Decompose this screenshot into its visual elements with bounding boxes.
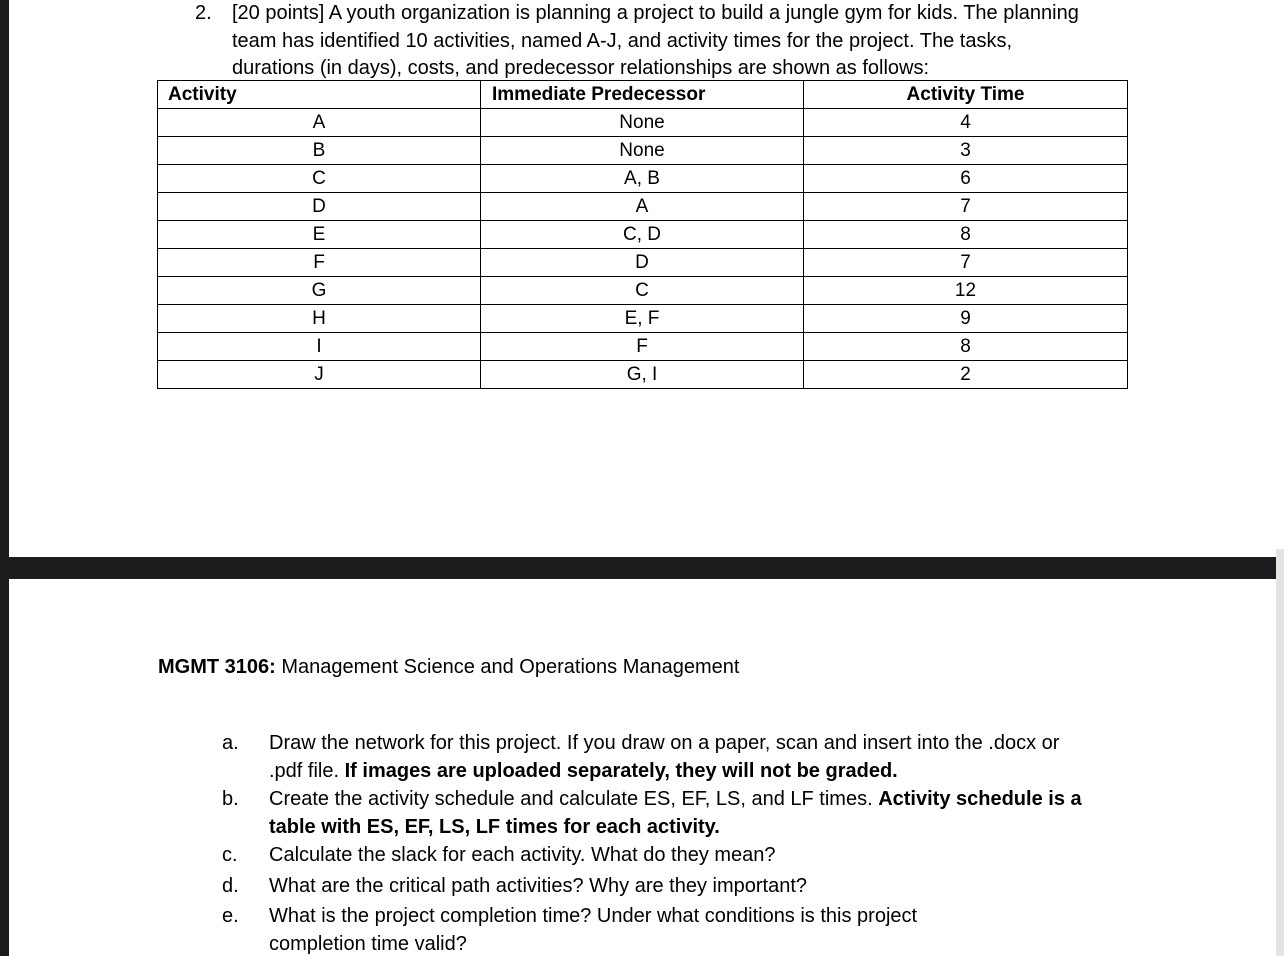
question-text (232, 0, 1137, 83)
document-page-top (9, 0, 1284, 557)
subquestion-text: What is the project completion time? Under what conditions is this project (269, 905, 918, 927)
cell-activity: E (158, 221, 481, 249)
subquestion-text: .pdf file. (269, 759, 345, 782)
cell-activity: H (158, 305, 481, 333)
cell-predecessor: E, F (481, 305, 804, 333)
cell-activity-time: 8 (804, 221, 1128, 249)
table-row (158, 165, 1128, 193)
table-header-row (158, 81, 1128, 109)
cell-predecessor: F (481, 333, 804, 361)
subquestion-text: Calculate the slack for each activity. What do they mean? (269, 844, 776, 866)
document-page-bottom (9, 579, 1276, 956)
cell-activity-time: 7 (804, 249, 1128, 277)
scrollbar-track[interactable] (1276, 549, 1284, 956)
header-activity-time: Activity Time (804, 81, 1128, 109)
subquestion-text: What are the critical path activities? Why are they important? (269, 875, 808, 897)
cell-activity: A (158, 109, 481, 137)
subquestion-bold-text: Activity schedule is a (878, 788, 1082, 810)
cell-predecessor: A, B (481, 165, 804, 193)
subquestion-text: completion time valid? (269, 932, 467, 955)
table-row (158, 221, 1128, 249)
cell-predecessor: G, I (481, 361, 804, 389)
cell-predecessor: None (481, 109, 804, 137)
subquestion-label: c. (222, 844, 238, 866)
page-gap (0, 557, 1284, 579)
subquestion-bold-text: table with ES, EF, LS, LF times for each activity. (269, 815, 720, 838)
course-title: Management Science and Operations Management (275, 656, 740, 678)
cell-predecessor: A (481, 193, 804, 221)
cell-activity: F (158, 249, 481, 277)
table-body (158, 109, 1128, 389)
header-immediate-predecessor: Immediate Predecessor (481, 81, 804, 109)
table-row (158, 193, 1128, 221)
table-row (158, 361, 1128, 389)
subquestion-text: Draw the network for this project. If you draw on a paper, scan and insert into the .docx or (269, 732, 1060, 754)
course-header (158, 656, 739, 679)
subquestion-label: e. (222, 905, 239, 927)
cell-predecessor: D (481, 249, 804, 277)
cell-activity-time: 4 (804, 109, 1128, 137)
table-row (158, 249, 1128, 277)
cell-activity-time: 12 (804, 277, 1128, 305)
cell-activity-time: 8 (804, 333, 1128, 361)
cell-activity: J (158, 361, 481, 389)
subquestion-label: a. (222, 732, 239, 754)
cell-activity: C (158, 165, 481, 193)
cell-activity-time: 6 (804, 165, 1128, 193)
table-row (158, 305, 1128, 333)
question-number: 2. (195, 2, 212, 24)
cell-activity: I (158, 333, 481, 361)
table-row (158, 137, 1128, 165)
table-row (158, 333, 1128, 361)
header-activity: Activity (158, 81, 481, 109)
cell-activity-time: 9 (804, 305, 1128, 333)
cell-activity: G (158, 277, 481, 305)
cell-predecessor: C, D (481, 221, 804, 249)
subquestion-label: d. (222, 875, 239, 897)
subquestion-label: b. (222, 788, 239, 810)
cell-activity-time: 7 (804, 193, 1128, 221)
cell-predecessor: None (481, 137, 804, 165)
activity-table (157, 80, 1128, 389)
table-row (158, 277, 1128, 305)
subquestion-text: Create the activity schedule and calculate ES, EF, LS, and LF times. (269, 788, 879, 810)
table-row (158, 109, 1128, 137)
cell-activity: D (158, 193, 481, 221)
cell-activity: B (158, 137, 481, 165)
subquestion-bold-text: If images are uploaded separately, they will not be graded. (344, 759, 898, 782)
question-line: [20 points] A youth organization is planning a project to build a jungle gym for kids. The planning (232, 2, 1079, 24)
cell-activity-time: 2 (804, 361, 1128, 389)
question-line: durations (in days), costs, and predecessor relationships are shown as follows: (232, 57, 930, 79)
cell-activity-time: 3 (804, 137, 1128, 165)
question-line: team has identified 10 activities, named A-J, and activity times for the project. The tasks, (232, 29, 1012, 52)
course-code: MGMT 3106: (158, 656, 276, 678)
cell-predecessor: C (481, 277, 804, 305)
